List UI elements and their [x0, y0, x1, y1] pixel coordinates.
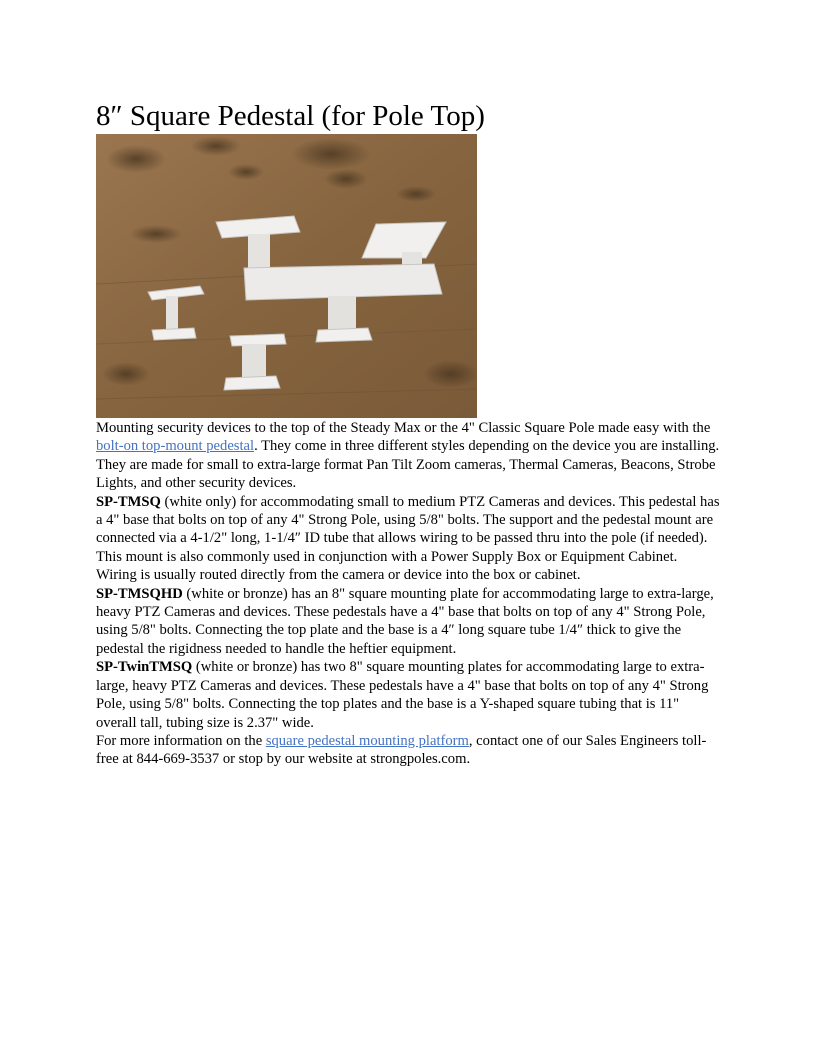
- article-body: [96, 419, 720, 769]
- twin-paragraph: [96, 658, 720, 732]
- square-pedestal-platform-link[interactable]: square pedestal mounting platform: [265, 732, 469, 749]
- bolt-on-pedestal-link[interactable]: bolt-on top-mount pedestal: [96, 438, 255, 455]
- intro-paragraph: [96, 419, 720, 493]
- contact-text: For more information on the: [96, 732, 266, 749]
- pedestal-photo: [96, 134, 477, 418]
- twin-text: (white or bronze) has two 8" square mounting plates for accommodating large to extra-large, heavy PTZ Cameras and devices. These pedestals have a 4" base that bolts on top of any 4" Strong Pole, using 5/8" bolts. Connecting the top plates and the base is a Y-shaped square tubing that is 11" overall tall, tubing size is 2.37" wide.: [96, 659, 709, 731]
- model-name: SP-TwinTMSQ: [96, 659, 193, 676]
- tmsq-text: (white only) for accommodating small to medium PTZ Cameras and devices. This pedestal has a 4" base that bolts on top of any 4" Strong Pole, using 5/8" bolts. The support and the pedestal mount are connected via a 4-1/2" long, 1-1/4″ ID tube that allows wiring to be passed thru into the pole (if needed). This mount is also commonly used in conjunction with a Power Supply Box or Equipment Cabinet. Wiring is usually routed directly from the camera or device into the box or cabinet.: [96, 493, 720, 584]
- tmsq-paragraph: [96, 493, 720, 585]
- tmsqhd-text: (white or bronze) has an 8" square mounting plate for accommodating large to extra-large, heavy PTZ Cameras and devices. These pedestals have a 4" base that bolts on top of any 4" Strong Pole, using 5/8" bolts. Connecting the top plate and the base is a 4″ long square tube 1/4″ thick to give the pedestal the rigidness needed to handle the heftier equipment.: [96, 585, 714, 657]
- contact-paragraph: [96, 732, 720, 769]
- page-title: 8″ Square Pedestal (for Pole Top): [96, 100, 485, 132]
- intro-text-cont: . They come in three different styles depending on the device you are installing. They are made for small to extra-large format Pan Tilt Zoom cameras, Thermal Cameras, Beacons, Strobe Lights, and other security devices.: [96, 438, 720, 492]
- intro-text: Mounting security devices to the top of the Steady Max or the 4" Classic Square Pole made easy with the: [96, 420, 711, 436]
- model-name: SP-TMSQ: [96, 493, 161, 510]
- contact-text-cont: , contact one of our Sales Engineers toll-free at 844-669-3537 or stop by our website at strongpoles.com.: [96, 732, 707, 768]
- tmsqhd-paragraph: [96, 585, 720, 659]
- model-name: SP-TMSQHD: [96, 585, 183, 602]
- document-page: [96, 96, 720, 769]
